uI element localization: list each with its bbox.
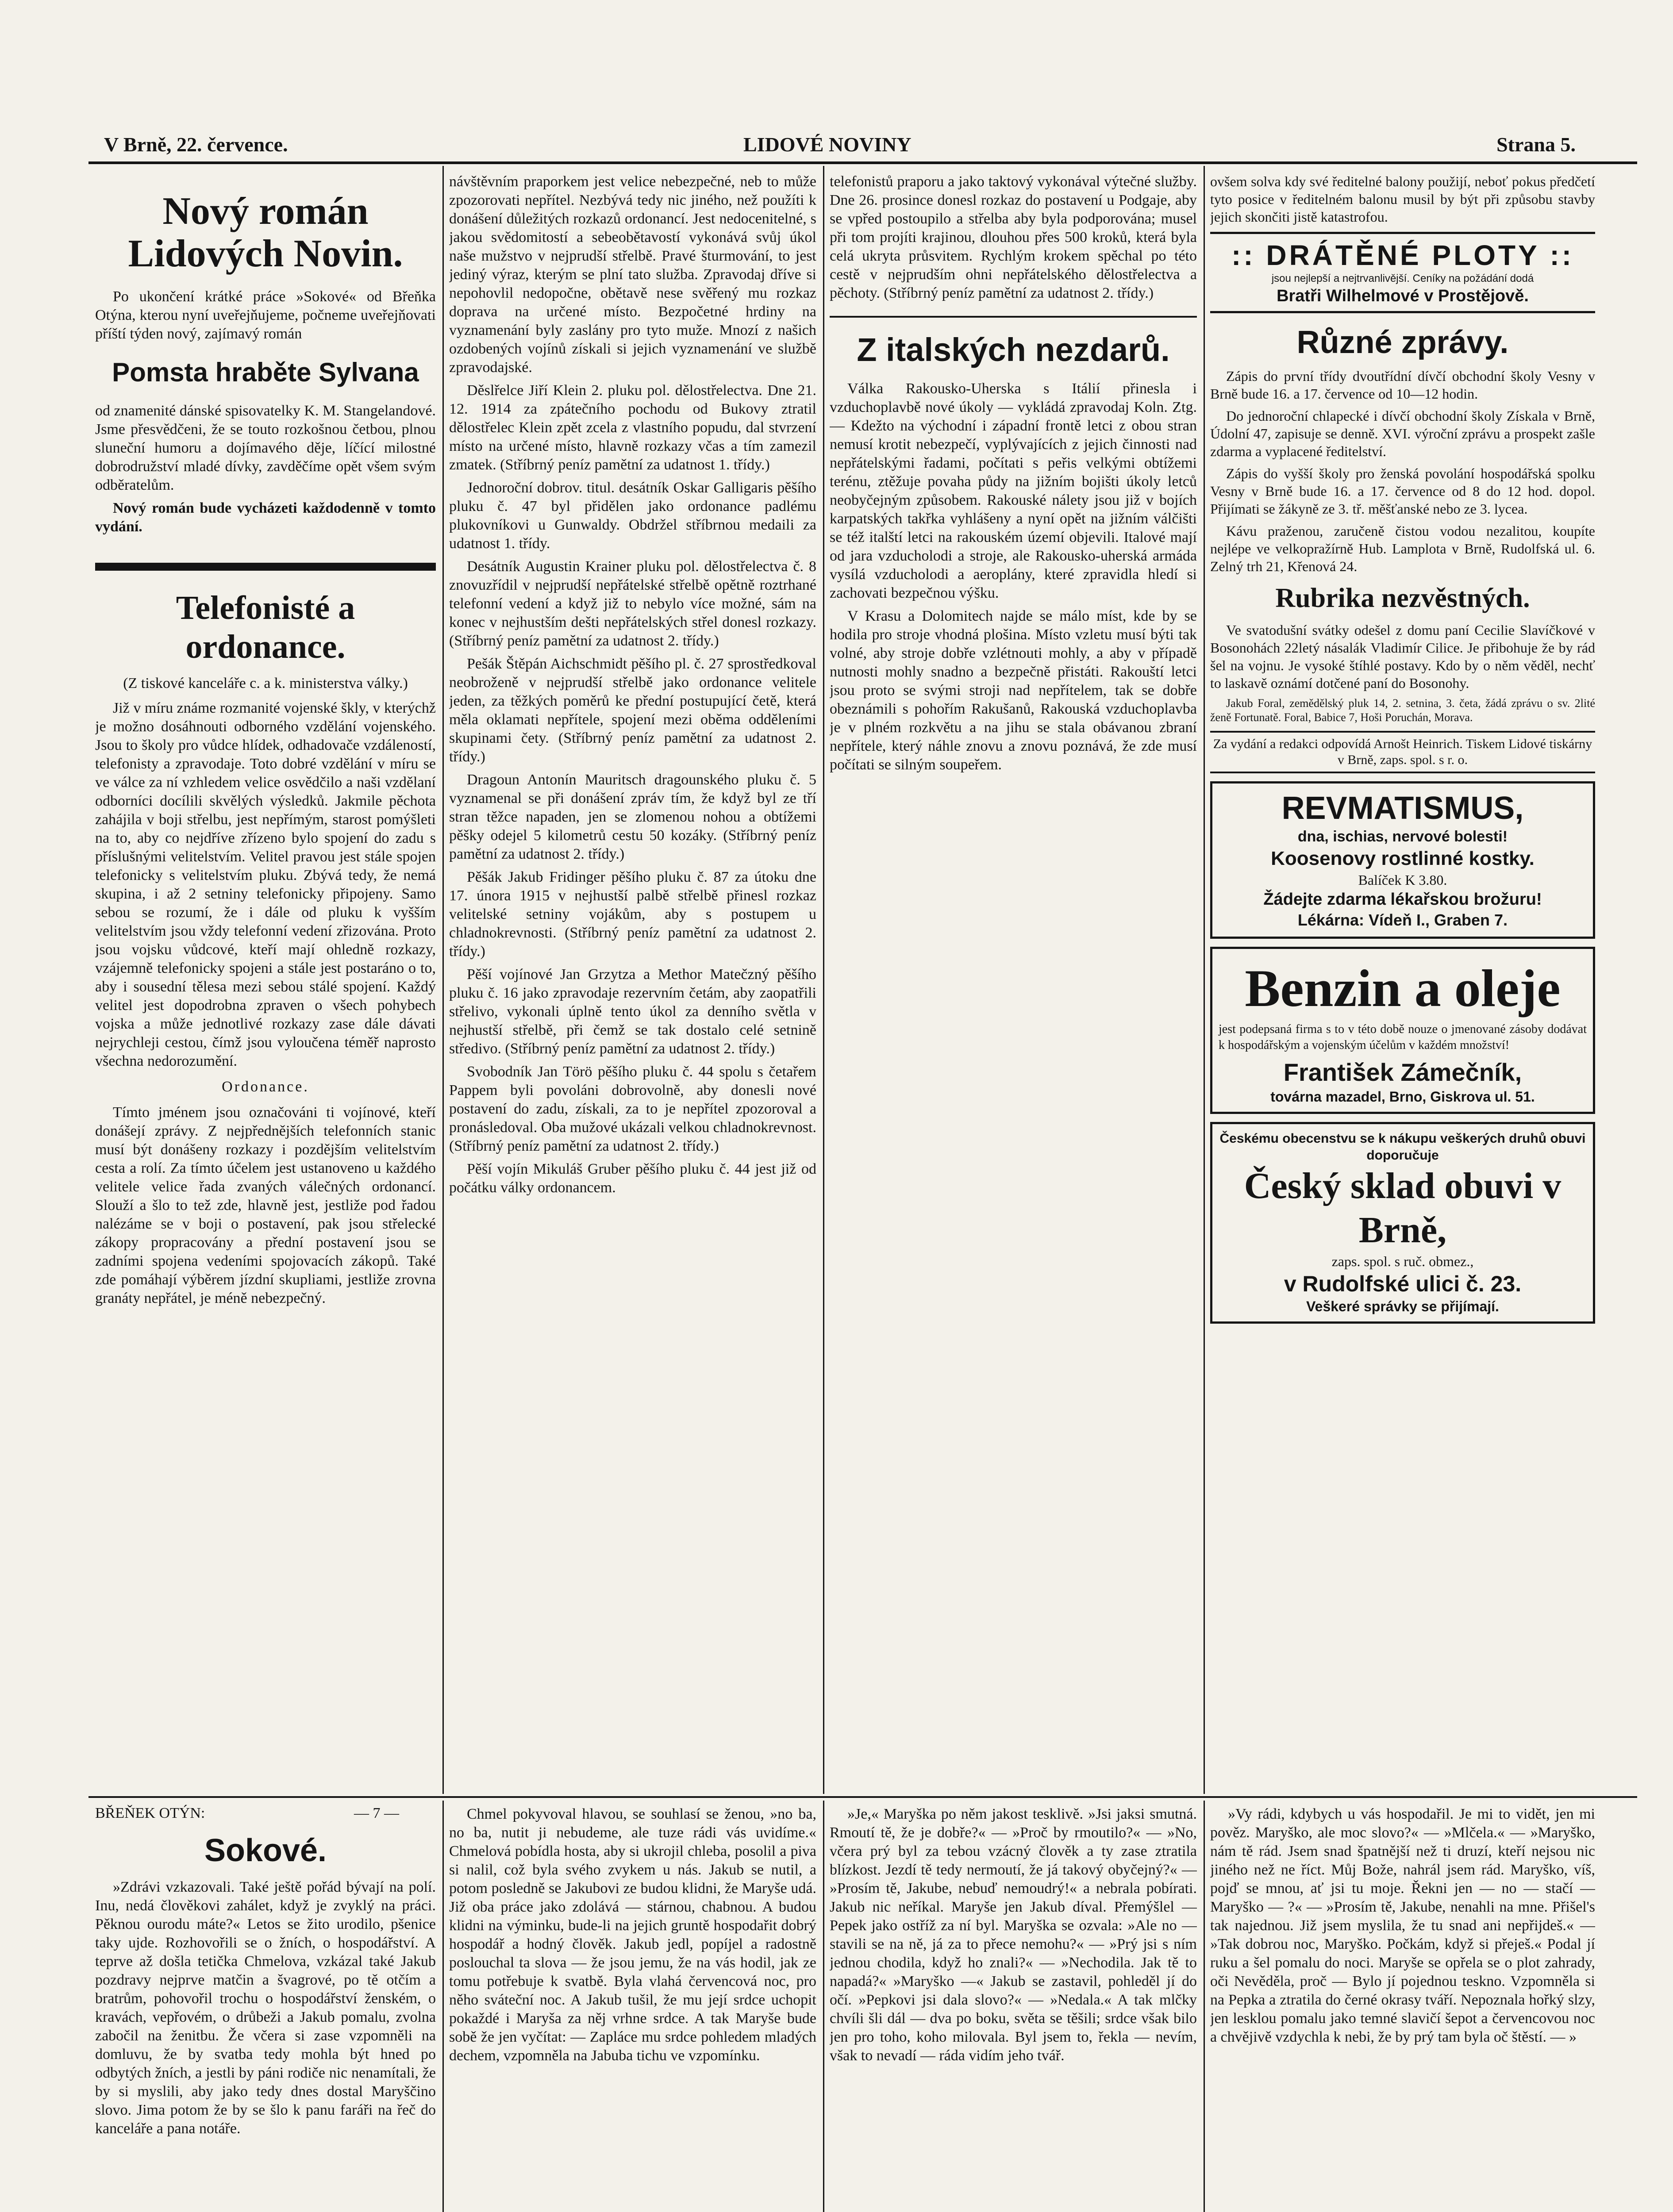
ruzne-item-2: Do jednoroční chlapecké i dívčí obchodní školy Získala v Brně, Údolní 47, zapisuje se denně. XVI. výroční zprávu a prospekt zašle zdarma a vyplacené ředitelství. bbox=[1210, 408, 1595, 459]
novel-name: Pomsta hraběte Sylvana bbox=[112, 357, 419, 387]
column-3 bbox=[830, 173, 1197, 1792]
article-continuation: telefonistů praporu a jako taktový vykonával výtečné služby. Dne 26. prosince donesl rozkaz do postavení u Podgaje, aby se vpřed postoupilo a střelba aby byla podporována; musel při tom projíti krajinou, dlouhou přes 500 kroků, která byla celá ukryta průsvitem. Rychlým krokem spěchal po této cestě v nejprudším ohni nepřátelského dělostřelectva a pěchoty. (Stříbrný peníz pamětní za udatnost 2. třídy.) bbox=[830, 173, 1197, 301]
italian-body-1: Válka Rakousko-Uherska s Itálií přinesla i vzduchoplavbě nové úkoly — vykládá zpravodaj Koln. Ztg. — Kdežto na východní i západní frontě letci z obou stran nemusí krotit nebezpečí, vyplývajících z jejich činnosti nad nepřátelskými řadami, počítati s peřis velkými obtížemi terénu, ztěžuje povaha půdy na jižním bojišti úkoly letců neobyčejným způsobem. Rakouské nálety jsou již v bojích karpatských takřka vyhlášeny a nyní opět na jižním válčišti se též italští letci na rakouském území objevili. Italové mají od jara vzducholodi a stroje, ale Rakousko-uherská armáda vysílá vzducholodi a aeroplány, které zpravidla hledí si zachovati bezpečnou výšku. bbox=[830, 380, 1197, 601]
citation-grzytza: Pěší vojínové Jan Grzytza a Methor Matečzný pěšího pluku č. 16 jako zpravodaje rezervním četám, aby zaopatřili střelivo, vykonali úplně tento úkol za denního světla v nejhustší střelbě, při čemž se tak dostalo celé setnině středivo. (Stříbrný peníz pamětní za udatnost 2. třídy.) bbox=[449, 966, 816, 1057]
fence-ad bbox=[1210, 232, 1595, 313]
ruzne-item-3: Zápis do vyšší školy pro ženská povolání hospodářská spolku Vesny v Brně bude 16. a 17. července od 8 do 12 hod. dopol. Přijímati se žákyně ze 3. tř. měšťanské nebo ze 3. lycea. bbox=[1210, 465, 1595, 517]
telefonist-headline: Telefonisté a ordonance. bbox=[176, 589, 355, 665]
obuv-note: Veškeré správky se přijímají. bbox=[1306, 1298, 1499, 1314]
obuv-top: Českému obecenstvu se k nákupu veškerých druhů obuvi doporučuje bbox=[1219, 1131, 1586, 1163]
revm-sub: dna, ischias, nervové bolesti! bbox=[1297, 828, 1508, 845]
citation-krainer: Desátník Augustin Krainer pluku pol. dělostřelectva č. 8 znovuzřídil v nejprudší nepřátelské střelbě opětně roztrhané telefonní vedení a když již to nebylo více možné, sám na konec v nejhustším dešti nepřátelských střel donesl rozkazy. (Stříbrný peníz pamětní za udatnost 2. třídy.) bbox=[449, 558, 816, 649]
feuilleton-text: »Je,« Maryška po něm jakost tesklivě. »Jsi jaksi smutná. Rmoutí tě, že je dobře?« — »Proč by rmoutilo?« — »No, včera prý byl za tebou vzácný člověk a ty zase ztratila blízkost. Jezdí tě tedy nermoutí, že já takový obyčejný?« — »Prosím tě, Jakube, nebuď nemoudrý!« a nebrala pobírati. Jakub nic neříkal. Maryše jen Jakub díval. Přemýšlel — Pepek jako ostříž za ní byl. Maryška se ozvala: »Ale no — stavili se na ně, já za to přece nemohu?« — »Prý jsi s ním jednou chodila, když ho znali?« — »Nechodila. Jak tě to napadá?« »Maryško —« Jakub se zastavil, pohleděl jí do očí. »Pepkovi jsi dala slovo?« — »Nedala.« A tak mlčky chvíli šli dál — dva po boku, světa se těšili; srdce však bilo jen pro toho, koho milovala. Byl jsem to, řekla — nevím, však to nevadí — ráda vidím jeho tvář. bbox=[830, 1806, 1197, 2064]
revm-title: REVMATISMUS, bbox=[1281, 791, 1524, 826]
newspaper-name: LIDOVÉ NOVINY bbox=[743, 133, 911, 156]
feuilleton-column-3 bbox=[830, 1805, 1197, 2212]
feuilleton-part: — 7 — bbox=[354, 1805, 399, 1821]
rubrika-headline: Rubrika nezvěstných. bbox=[1275, 583, 1530, 613]
fence-ad-sub: jsou nejlepší a nejtrvanlivější. Ceníky na požádání dodá bbox=[1271, 273, 1534, 284]
column-1 bbox=[95, 173, 436, 1792]
revm-pharmacy: Lékárna: Vídeň I., Graben 7. bbox=[1297, 911, 1508, 929]
feuilleton-text: Chmel pokyvoval hlavou, se souhlasí se ženou, »no ba, no ba, nutit ji nebudeme, ale tuze rádi vás uvidíme.« Chmelová pobídla hosta, aby si ukrojil chleba, posolil a piva si nalil, což byla svého zvykem u nás. Jakub se nutil, a potom posledně se Jakubovi ze budou klidni, že Maryše udá. Již oba práce jako zdolává — stárnou, chabnou. A budou klidni na výminku, bude-li na jejich gruntě hospodařit dobrý hospodář a hodný člověk. Jakub jedl, popíjel a radostně poslouchal ta slova — že jsou jemu, že na vás hodil, jak ze tomu potřebuje k svatbě. Byla vlahá červencová noc, pro něho sváteční noc. A Jakub tušil, že mu její srdce uchopit pokaždé i Maryša za něj vrhne srdce. A tak Maryše bude sobě že jen vyčítat: — Zapláce mu srdce pohledem mladých dechem, vzpomněla na Jabuba tichu ve vzpomínku. bbox=[449, 1806, 816, 2064]
feuilleton-rule bbox=[88, 1796, 1637, 1798]
citation-klein: Děslřelce Jiří Klein 2. pluku pol. dělostřelectva. Dne 21. 12. 1914 za zpátečního pochodu od Bukovy ztratil dělostřelec Klein zpět zcela z vlastního popudu, dal stvrzení místo na určené místo, hlavně rozkazy včas a tím zamezil zmatek. (Stříbrný peníz pamětní za udatnost 1. třídy.) bbox=[449, 382, 816, 473]
ruzne-item-1: Zápis do první třídy dvoutřídní dívčí obchodní školy Vesny v Brně bude 16. a 17. července od 10—12 hodin. bbox=[1210, 368, 1595, 402]
column-2 bbox=[449, 173, 816, 1792]
page-number: Strana 5. bbox=[1496, 133, 1576, 156]
rubrika-item-2: Jakub Foral, zemědělský pluk 14, 2. setnina, 3. četa, žádá zprávu o sv. 2lité ženě Fortunatě. Foral, Babice 7, Hoši Poruchán, Morava. bbox=[1210, 697, 1595, 724]
revm-price: Balíček K 3.80. bbox=[1358, 872, 1447, 888]
benzin-address: továrna mazadel, Brno, Giskrova ul. 51. bbox=[1270, 1089, 1535, 1105]
column-divider bbox=[823, 166, 824, 1794]
section-rule bbox=[830, 316, 1197, 318]
revmatismus-ad bbox=[1210, 781, 1595, 939]
ordonance-subhead: Ordonance. bbox=[222, 1079, 309, 1095]
novel-note: Nový román bude vycházeti každodenně v tomto vydání. bbox=[95, 500, 436, 535]
feuilleton-title: Sokové. bbox=[204, 1833, 327, 1868]
feuilleton-column-1 bbox=[95, 1878, 436, 2212]
citation-fridinger: Pěšák Jakub Fridinger pěšího pluku č. 87 za útoku dne 17. února 1915 v nejhustší palbě střelbě přinesl rozkaz velitelské setniny vojákům, aby s postupem u chladnokrevnosti. (Stříbrný peníz pamětní za udatnost 2. třídy.) bbox=[449, 869, 816, 960]
article-continuation: návštěvním praporkem jest velice nebezpečné, neb to může zpozorovati nepřítel. Nezbývá tedy nic jiného, než použíti k donášení důležitých rozkazů ordonancí. Jest nedocenitelné, s jakou svědomitostí a sebeobětavostí vykonává svůj úkol naše mužstvo v nejprudší střelbě. Pravé šturmování, to jest jediný výraz, kterým se plní tato služba. Zpravodaj dříve si nepohovlil nedopočne, obětavě nese svěřený mu rozkaz doprava na určené místo. Bezpočetné hrdiny na vyznamenání byly zaslány pro tyto muže. Mnozí z našich ozdobených vojínů získali si jejich vyznamenání ve službě zpravodajské. bbox=[449, 173, 816, 376]
novel-intro: Po ukončení krátké práce »Sokové« od Břeňka Otýna, kterou nyní uveřejňujeme, počneme uveřejňovati příští týden nový, zajímavý román bbox=[95, 288, 436, 342]
revm-cta: Žádejte zdarma lékařskou brožuru! bbox=[1263, 890, 1542, 909]
feuilleton-author: BŘEŇEK OTÝN: bbox=[95, 1805, 205, 1821]
revm-product: Koosenovy rostlinné kostky. bbox=[1271, 848, 1535, 869]
feuilleton-text: »Vy rádi, kdybych u vás hospodařil. Je mi to vidět, jen mi pověz. Maryško, ale moc slovo?« — »Mlčela.« — »Maryško, nám tě rád. Jsem snad špatnější než ti druzí, kteří nejsou nic jiného než ne říct. Můj Bože, nahrál jsem rád. Maryško, víš, pojď se mnou, ať jsi tu moje. Řekni jen — no — stačí — Maryško — ?« — »Prosím tě, Jakube, nenahli na mne. Přišel's tak najednou. Již jsem myslila, že tu snad ani nepřijdeš.« — »Tak dobrou noc, Maryško. Počkám, když si přeješ.« Podal jí ruku a šel pomalu do noci. Maryše se opřela se o plot zahrady, oči Nevěděla, proč — Bylo jí pojednou teskno. Vzpomněla si na Pepka a ztratila do černé okrasy tváří. Nepoznala hořký slzy, jen lesklou pomalu jako temné slavičí šepot a červencovou noc a chvějivě vzdychla k nebi, že by prý tam byla oč štěstí. — » bbox=[1210, 1806, 1595, 2045]
column-divider bbox=[1204, 1801, 1205, 2212]
column-divider bbox=[442, 166, 444, 1794]
telefonist-body: Již v míru známe rozmanité vojenské škly, v kterýchž je možno dosáhnouti odborného vzdělání vojenského. Jsou to školy pro vůdce hlídek, odhadovače vzdáleností, telefonisty a zpravodaje. Toto dobré vzdělání v míru se ve válce za ní vzhledem velice osvědčilo a naši vzdělaní odborníci docílili skvělých výsledků. Jakmile pěchota zahájila v boji střelbu, jest nepřímým, starost pomýšleti na to, aby co nejdříve zřízeno bylo spojení do zadu s příslušnými velitelstvím. Velitel pravou jest stále spojen telefonicky s velitelstvím pluku. Zbývá tedy, že nemá skupina, i až 2 setniny telefonicky připojeny. Samo sebou se rozumí, že i dále od pluku k vyšším velitelstvím jsou vždy telefonní vedení zřizována. Proto jsou vojsku vůdcové, kteří mají ohledně rozkazy, vzájemně telefonicky spojeni a stále jest postaráno o to, aby i sousední tělesa mezi sebou stálé spojení. Každý velitel jest dopodrobna zpraven o všech pohybech vojska a může jednotlivé rozkazy zase dále dávati nejrychleji cestou, čímž jsou vyloučena téměř naprosto všechna nedorozumění. bbox=[95, 700, 436, 1069]
citation-galligaris: Jednoroční dobrov. titul. desátník Oskar Galligaris pěšího pluku č. 47 byl přidělen jako ordonance padlému plukovníkovi u Gunwaldy. Obdržel stříbrnou medaili za udatnost 1. třídy. bbox=[449, 480, 816, 552]
benzin-body: jest podepsaná firma s to v této době nouze o jmenované zásoby dodávat k hospodářským a vojenským účelům v každém množství! bbox=[1219, 1022, 1587, 1052]
imprint: Za vydání a redakci odpovídá Arnošt Heinrich. Tiskem Lidové tiskárny v Brně, zaps. spol. s r. o. bbox=[1210, 731, 1595, 773]
ruzne-item-4: Kávu praženou, zaručeně čistou vodou nezalitou, koupíte nejlépe ve velkopražírně Hub. Lamplota v Brně, Rudolfská ul. 6. Zelný trh 21, Křenová 24. bbox=[1210, 523, 1595, 574]
balloon-continuation: ovšem solva kdy své ředitelné balony použijí, neboť pokus předčetí tyto posice v ředitelném balonu musil by být při způsobu stavby jejich skončiti jistě katastrofou. bbox=[1210, 173, 1595, 225]
novel-headline: Nový román Lidových Novin. bbox=[128, 190, 403, 275]
column-divider bbox=[823, 1801, 824, 2212]
column-4 bbox=[1210, 173, 1595, 1792]
ordonance-body: Tímto jménem jsou označováni ti vojínové, kteří donášejí zprávy. Z nejpřednějších telefonních stanic musí být donášeny rozkazy i pozdějším velitelstvím cesta a rolí. Za tímto účelem jest ustanoveno u každého velitele velice řada zvaných válečných ordonancí. Slouží a šlo to tež zde, hlavně jest, jestliže pod řadou nalézáme se v boji o postavení, pak jsou střelecké zákopy propracovány a přední postavení jsou se zadními spojena vedeními spojovacích zákopů. Také zde pomáhají výběrem jízdní skupliami, jestliže zrovna granáty nepřátel, je méně nebezpečný. bbox=[95, 1104, 436, 1306]
citation-aichschmidt: Pešák Štěpán Aichschmidt pěšího pl. č. 27 sprostředkoval neobroženě v nejprudší střelbě jako ordonance velitele jeden, za těžkých poměrů ke přední postupující četě, která měla oklamati nepřítele, spojení mezi oběma odděleními skupinami čety. (Stříbrný peníz pamětní za udatnost 2. třídy.) bbox=[449, 656, 816, 765]
obuv-ad bbox=[1210, 1122, 1595, 1324]
feuilleton-text: »Zdrávi vzkazovali. Také ještě pořád bývají na polí. Inu, nedá člověkovi zahálet, když je zvyklý na práci. Pěknou ourodu máte?« Letos se žito urodilo, pšenice taky ujde. Rozhovořili se o žních, o hospodářství. A teprve až došla tetička Chmelova, vzkázal také Jakub pozdravy nejprve matčin a švagrové, po tě otčím a bratrům, pohovořil trochu o hospodářství ženském, o kravách, vepřovém, o drůbeži a Jakub pomalu, zvolna zabočil na ženitbu. Že včera si zase vzpomněli na domluvu, že by svatba tedy mohla být hned po odbytých žních, a jestli by páni rodiče nic nenamítali, že by si myslili, aby jako tedy dnes dostal Maryščino slovo. Jima potom že by se šlo k panu faráři na řeč do kanceláře a pana notáře. bbox=[95, 1879, 436, 2137]
citation-mauritsch: Dragoun Antonín Mauritsch dragounského pluku č. 5 vyznamenal se při donášení zpráv tím, že když byl ze tří stran těžce napaden, jen se zlomenou nohou a obtížemi pěšky odejel 5 kilometrů cestu 50 kozáky. (Stříbrný peníz pamětní za udatnost 2. třídy.) bbox=[449, 772, 816, 862]
benzin-title: Benzin a oleje bbox=[1245, 959, 1561, 1018]
feuilleton-column-2 bbox=[449, 1805, 816, 2212]
feuilleton-column-4 bbox=[1210, 1805, 1595, 2212]
fence-ad-title: :: DRÁTĚNÉ PLOTY :: bbox=[1231, 239, 1574, 271]
header-rule bbox=[88, 161, 1637, 164]
italian-headline: Z italských nezdarů. bbox=[857, 331, 1170, 368]
obuv-address: v Rudolfské ulici č. 23. bbox=[1284, 1271, 1522, 1296]
obuv-firm: zaps. spol. s ruč. obmez., bbox=[1331, 1253, 1474, 1269]
rubrika-item-1: Ve svatodušní svátky odešel z domu paní Cecilie Slavíčkové v Bosonohách 22letý násalák Vladimír Cilice. Je přibohuje že by rád šel na vojnu. Je vysoké štíhlé postavy. Kdo by o něm věděl, nechť to laskavě oznámí dotčené paní do Bosonohy. bbox=[1210, 622, 1595, 691]
italian-body-2: V Krasu a Dolomitech najde se málo míst, kde by se hodila pro stroje vhodná plošina. Místo vzletu musí býti tak volné, aby stroje dobře vzlétnouti mohly, a aby v případě nutnosti mohly snadno a bezpečně přistáti. Rakouští letci jsou proto se svými stroji nad nepřítelem, tak se dobře obeznámili s pohořím Rakušanů, Rakouská vzduchoplavba je v plném rozkvětu a na jihu se stala obávanou zbraní nepřítele, který náhle znovu a znovu poznává, že zde musí počítati se silným soupeřem. bbox=[830, 608, 1197, 773]
telefonist-source: (Z tiskové kanceláře c. a k. ministerstva války.) bbox=[123, 675, 408, 691]
citation-toro: Svobodník Jan Törö pěšího pluku č. 44 spolu s četařem Pappem byli povoláni dobrovolně, aby donesli nové postavení do zadu, získali, za to je nepřítel zpozoroval a pronásledoval. Oba mužové ukázali velkou chladnokrevnost. (Stříbrný peníz pamětní za udatnost 2. třídy.) bbox=[449, 1064, 816, 1154]
citation-gruber: Pěší vojín Mikuláš Gruber pěšího pluku č. 44 jest již od počátku války ordonancem. bbox=[449, 1161, 816, 1196]
novel-description: od znamenité dánské spisovatelky K. M. Stangelandové. Jsme přesvědčeni, že se touto rozkošnou četbou, plnou sluneční humoru a dojímavého děje, líčící milostné dobrodružství mladé dívky, zavděčíme opět všem svým odběratelům. bbox=[95, 403, 436, 493]
ruzne-headline: Různé zprávy. bbox=[1296, 325, 1509, 360]
column-divider bbox=[1204, 166, 1205, 1794]
section-rule bbox=[95, 563, 436, 571]
benzin-ad bbox=[1210, 947, 1595, 1114]
benzin-firm: František Zámečník, bbox=[1283, 1058, 1522, 1086]
page-dateline: V Brně, 22. července. bbox=[104, 133, 288, 156]
column-divider bbox=[442, 1801, 444, 2212]
fence-ad-firm: Bratři Wilhelmové v Prostějově. bbox=[1277, 287, 1529, 305]
obuv-title: Český sklad obuvi v Brně, bbox=[1244, 1165, 1561, 1251]
